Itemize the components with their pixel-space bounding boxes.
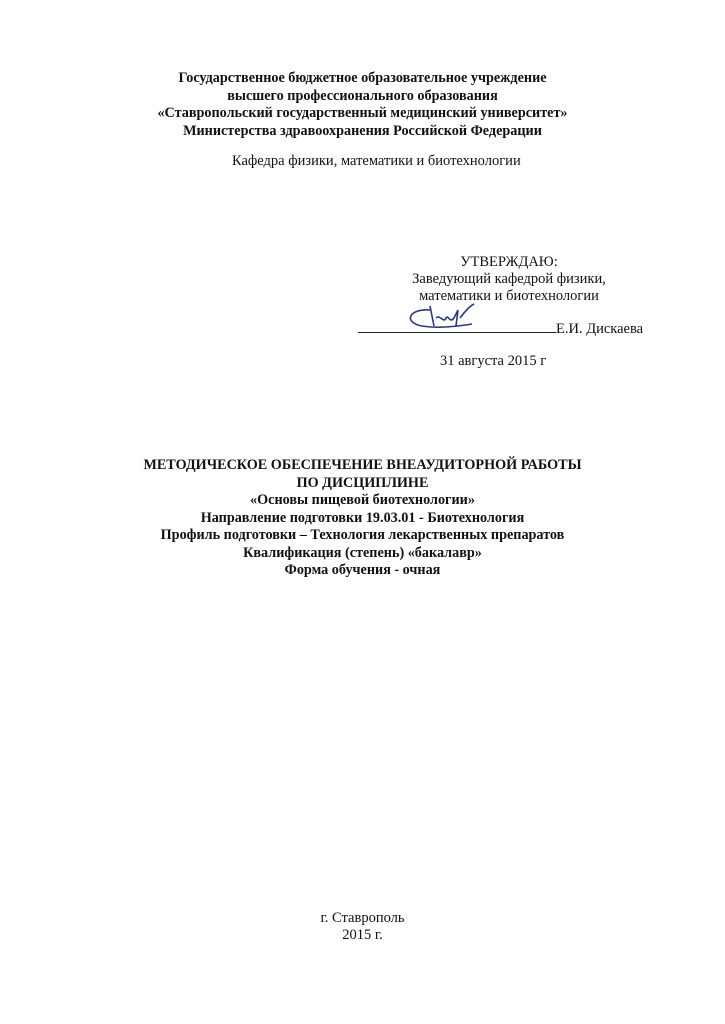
footer: [0, 910, 725, 943]
signature-row: [358, 318, 643, 338]
title-line: Направление подготовки 19.03.01 - Биотехнология: [200, 509, 525, 526]
signature-line: [358, 318, 556, 333]
footer-city: г. Ставрополь: [320, 910, 405, 926]
document-title: [0, 457, 725, 580]
approval-position-line1: Заведующий кафедрой физики,: [412, 271, 606, 287]
title-line: Профиль подготовки – Технология лекарственных препаратов: [160, 527, 565, 543]
title-line: «Основы пищевой биотехнологии»: [250, 492, 475, 508]
department-name: Кафедра физики, математики и биотехнологии: [232, 153, 521, 169]
title-line: Квалификация (степень) «бакалавр»: [243, 544, 482, 561]
title-line: ПО ДИСЦИПЛИНЕ: [296, 474, 429, 491]
approval-block: [380, 254, 638, 305]
approval-position-line2: математики и биотехнологии: [419, 288, 599, 304]
header-line: «Ставропольский государственный медицинский университет»: [157, 105, 568, 121]
header-line: Министерства здравоохранения Российской Федерации: [183, 122, 542, 139]
title-line: Форма обучения - очная: [284, 562, 441, 578]
approval-heading: УТВЕРЖДАЮ:: [460, 254, 558, 270]
header-line: Государственное бюджетное образовательное учреждение: [178, 70, 547, 86]
signatory-name: Е.И. Дискаева: [556, 321, 644, 337]
institution-header: [0, 70, 725, 140]
title-line: МЕТОДИЧЕСКОЕ ОБЕСПЕЧЕНИЕ ВНЕАУДИТОРНОЙ РАБОТЫ: [143, 457, 582, 473]
footer-year: 2015 г.: [342, 926, 383, 943]
approval-date: 31 августа 2015 г: [440, 353, 547, 369]
header-line: высшего профессионального образования: [227, 87, 498, 104]
